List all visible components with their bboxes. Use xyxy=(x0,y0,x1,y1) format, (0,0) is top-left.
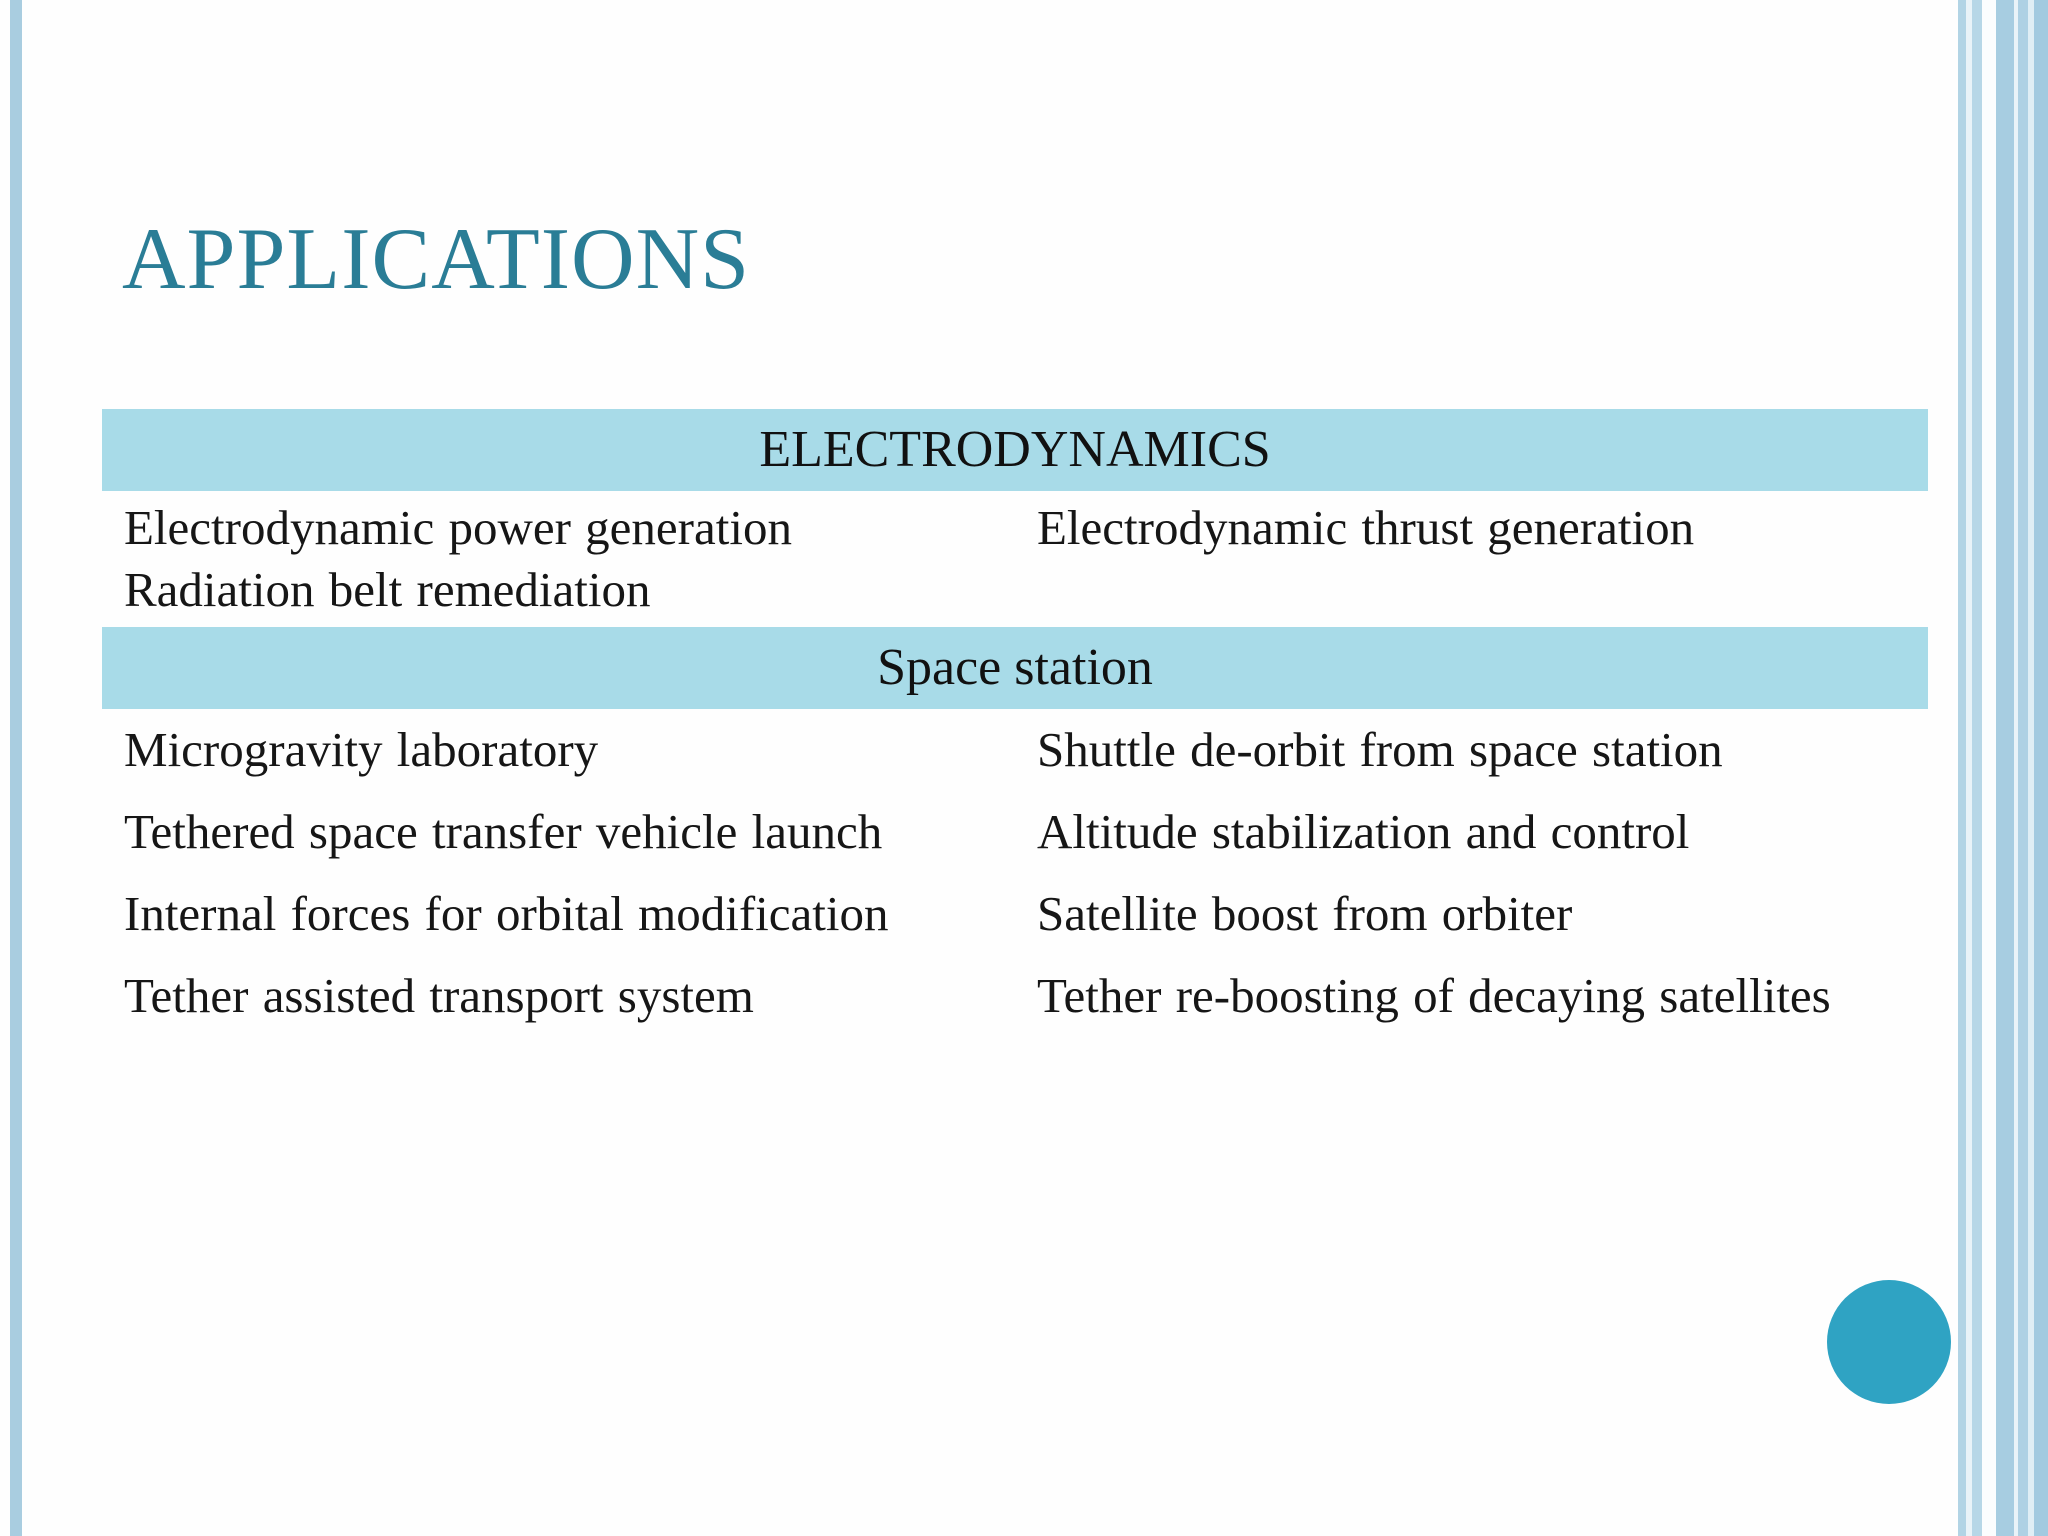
accent-circle xyxy=(1827,1280,1951,1404)
table-cell: Electrodynamic thrust generation xyxy=(1037,500,1695,555)
table-row xyxy=(102,791,1928,873)
applications-table xyxy=(102,409,1928,1037)
slide-title: APPLICATIONS xyxy=(122,211,751,308)
right-border-stripe xyxy=(1982,0,1996,1536)
table-cell: Shuttle de-orbit from space station xyxy=(1037,722,1723,777)
left-border-stripe xyxy=(10,0,22,1536)
table-cell: Microgravity laboratory xyxy=(124,722,599,777)
table-row xyxy=(102,559,1928,627)
table-row xyxy=(102,491,1928,559)
right-border-stripe xyxy=(2018,0,2028,1536)
table-row xyxy=(102,955,1928,1037)
table-cell: Tethered space transfer vehicle launch xyxy=(124,804,883,859)
right-border-stripe xyxy=(1958,0,1966,1536)
table-cell: Internal forces for orbital modification xyxy=(124,886,889,941)
table-cell: Electrodynamic power generation xyxy=(124,500,792,555)
right-border-stripe xyxy=(1972,0,1982,1536)
section-header-space-station: Space station xyxy=(102,627,1928,709)
right-border-stripe xyxy=(2034,0,2048,1536)
table-cell: Tether assisted transport system xyxy=(124,968,754,1023)
table-cell: Satellite boost from orbiter xyxy=(1037,886,1573,941)
section-header-electrodynamics: ELECTRODYNAMICS xyxy=(102,409,1928,491)
right-border-stripe xyxy=(1996,0,2014,1536)
table-cell: Tether re-boosting of decaying satellites xyxy=(1037,968,1831,1023)
table-cell: Radiation belt remediation xyxy=(124,562,651,617)
table-cell: Altitude stabilization and control xyxy=(1037,804,1690,859)
table-row xyxy=(102,709,1928,791)
table-cell xyxy=(1015,559,1928,627)
table-row xyxy=(102,873,1928,955)
